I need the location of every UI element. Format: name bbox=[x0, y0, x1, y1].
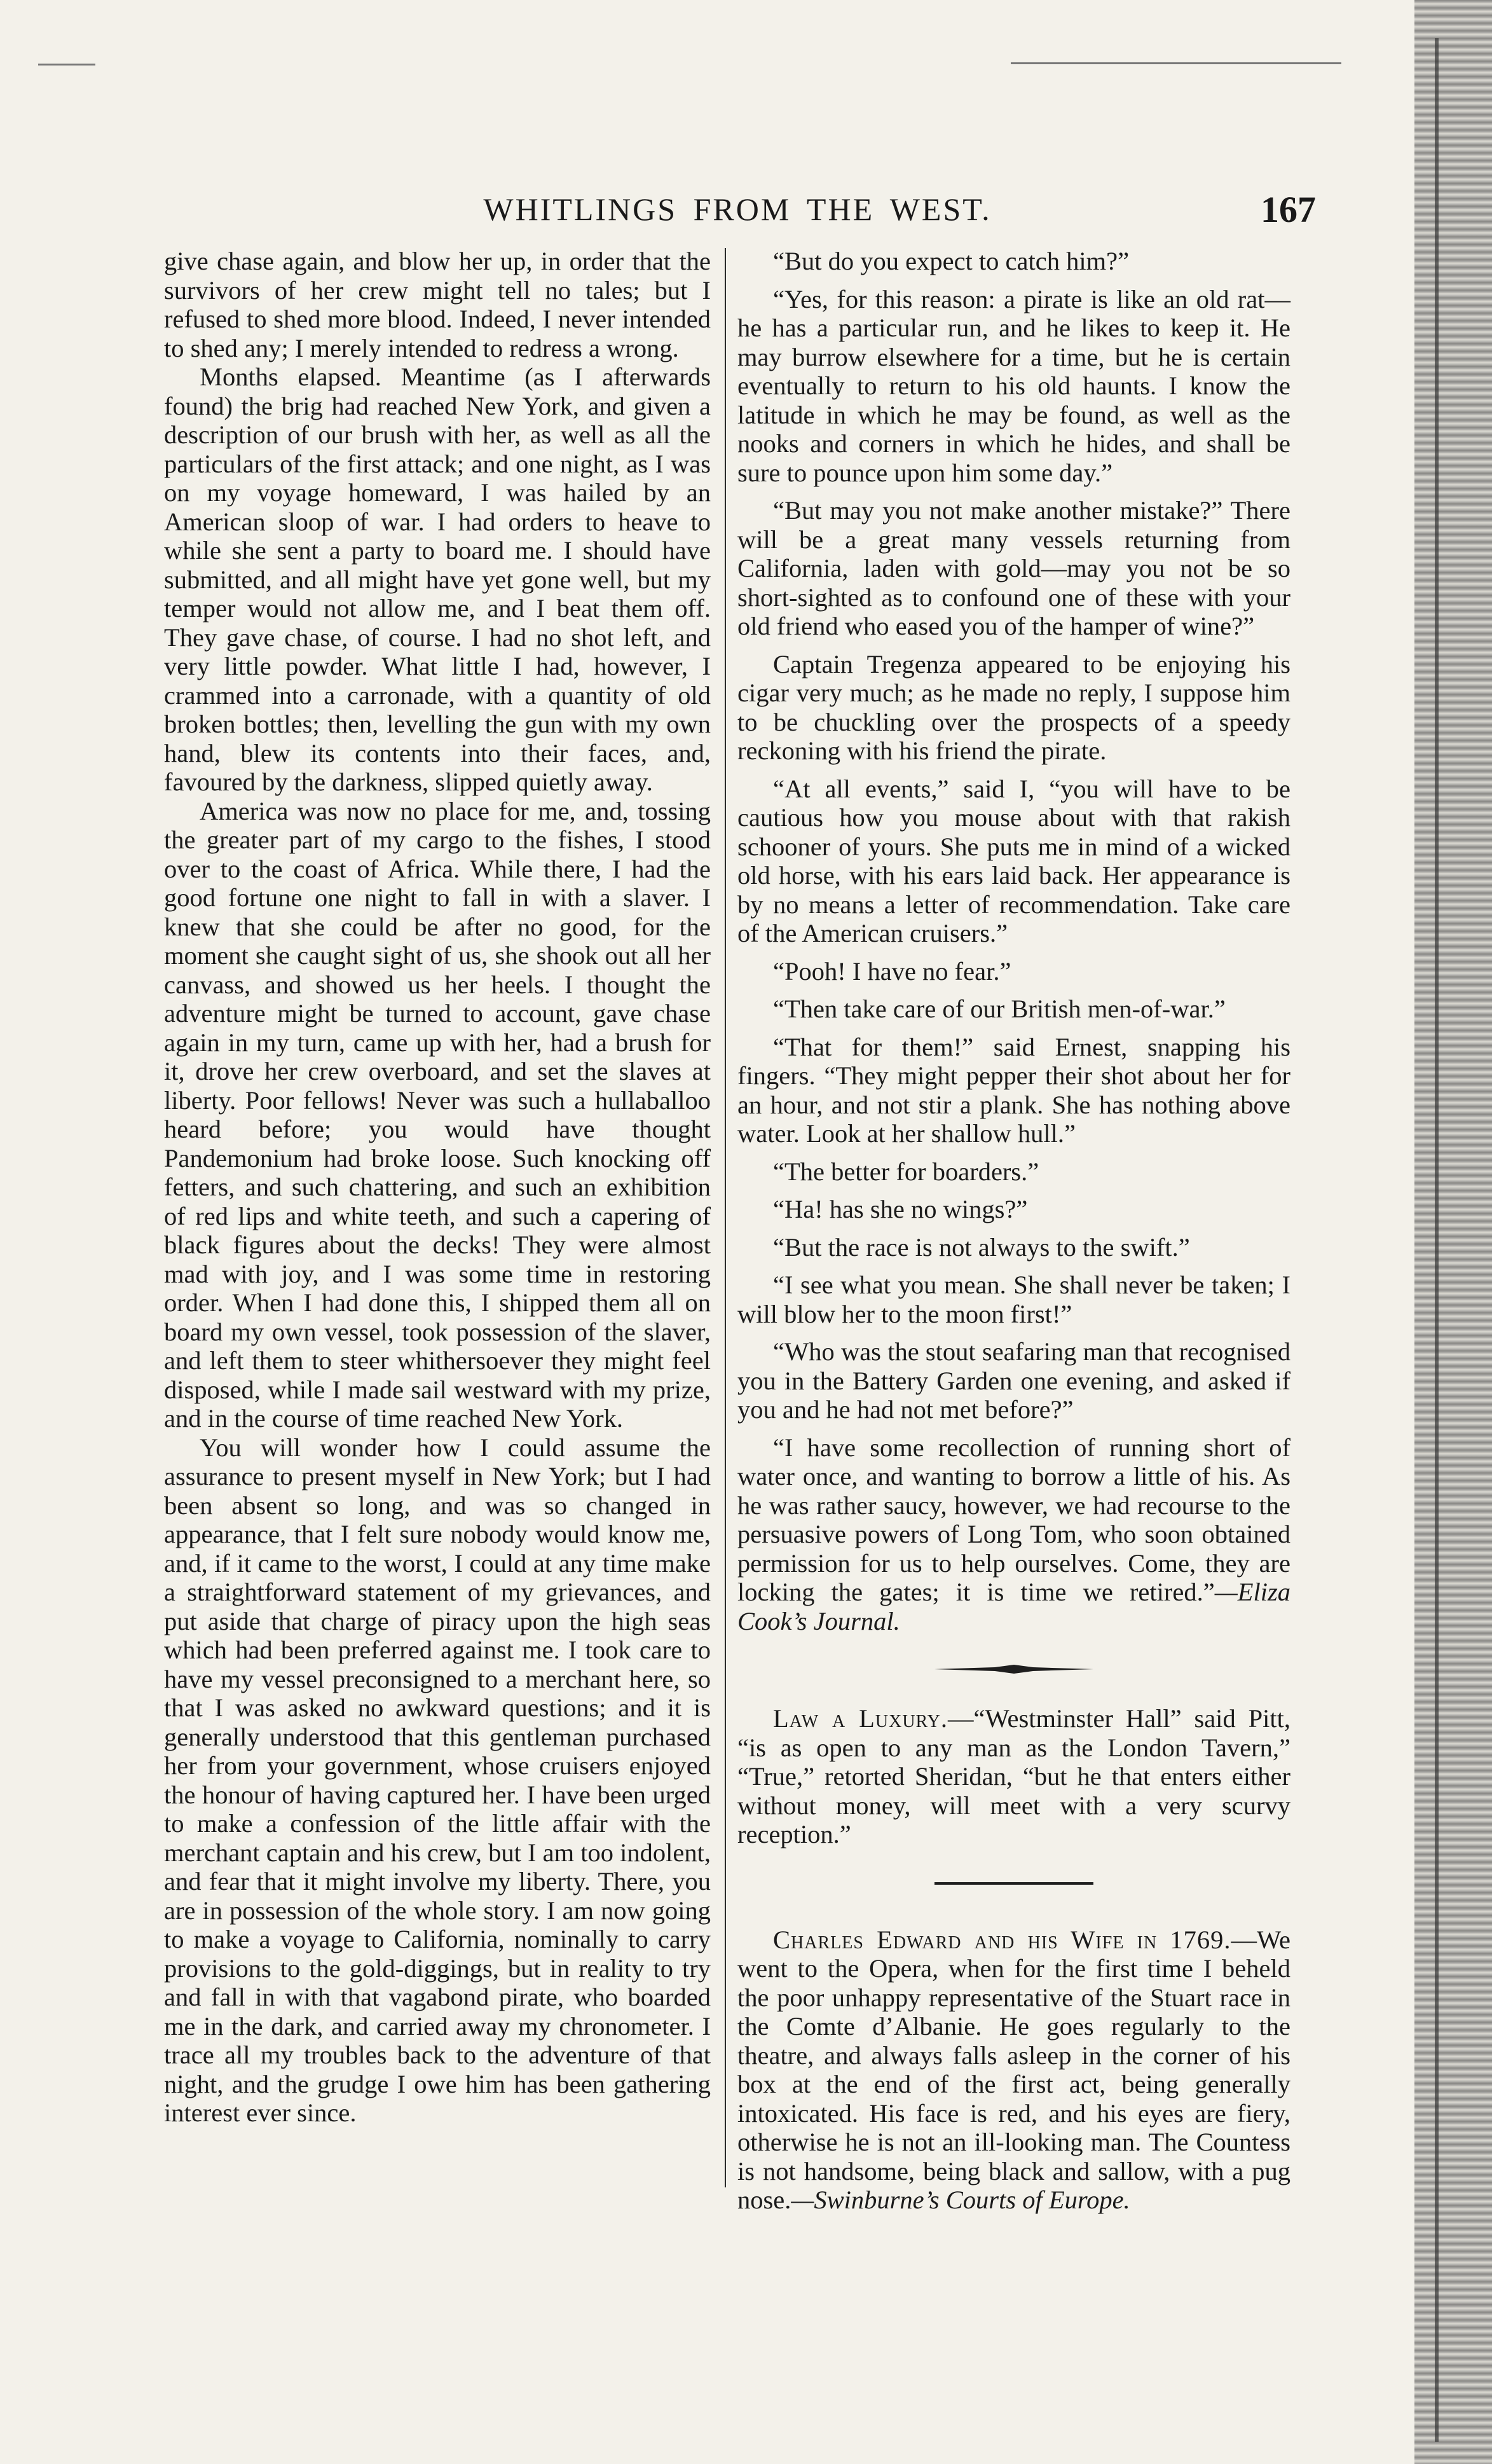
paragraph: Months elapsed. Meantime (as I afterwards found) the brig had reached New York, and given a description of our brush with her, as well as all the particulars of the first attack; and one night, as I was on my voyage homeward, I was hailed by an American sloop of war. I had orders to heave to while she sent a party to board me. I should have submitted, and all might have yet gone well, but my temper would not allow me, and I beat them off. They gave chase, of course. I had no shot left, and very little powder. What little I had, however, I crammed into a carronade, with a quantity of old broken bottles; then, levelling the gun with my own hand, blew its contents into their faces, and, favoured by the darkness, slipped quietly away. bbox=[164, 362, 711, 796]
paragraph: “But the race is not always to the swift.” bbox=[773, 1232, 1190, 1262]
section-rule bbox=[934, 1882, 1093, 1885]
paragraph: Captain Tregenza appeared to be enjoying his cigar very much; as he made no reply, I suppose him to be chuckling over the prospects of a speedy reckoning with his friend the pirate. bbox=[737, 649, 1290, 765]
item-body: —We went to the Opera, when for the first time I beheld the poor unhappy representative of the Stuart race in the Comte d’Albanie. He goes regularly to the theatre, and always falls asleep in the corner of his box at the end of the first act, being generally intoxicated. His face is red, and his eyes are fiery, otherwise he is not an ill-looking man. The Countess is not handsome, being black and sallow, with a pug nose. bbox=[737, 1925, 1290, 2214]
paragraph: “But do you expect to catch him?” bbox=[773, 247, 1130, 275]
page-edge-line bbox=[1435, 38, 1439, 2442]
paragraph: “But may you not make another mistake?” There will be a great many vessels returning from California, laden with gold—may you not be so short-sighted as to confound one of these with your old friend who eased you of the hamper of wine?” bbox=[737, 496, 1290, 640]
paragraph: America was now no place for me, and, tossing the greater part of my cargo to the fishes, I stood over to the coast of Africa. While there, I had the good fortune one night to fall in with a slaver. I knew that she could be after no good, for the moment she caught sight of us, she shook out all her canvass, and showed us her heels. I thought the adventure might be turned to account, gave chase again in my turn, came up with her, had a brush for it, drove her crew overboard, and set the slaves at liberty. Poor fellows! Never was such a hullaballoo heard before; you would have thought Pandemonium had broke loose. Such knocking off fetters, and such chattering, and such an exhibition of red lips and white teeth, and such a capering of black figures about the decks! They were almost mad with joy, and I was some time in restoring order. When I had done this, I shipped them all on board my own vessel, took possession of the slaver, and left them to steer whithersoever they might feel disposed, while I made sail westward with my prize, and in the course of time reached New York. bbox=[164, 796, 711, 1433]
source-credit: —Eliza Cook’s Journal. bbox=[737, 1578, 1290, 1635]
news-item-law bbox=[737, 1704, 1290, 1849]
paragraph: “Who was the stout seafaring man that recognised you in the Battery Garden one evening, and asked if you and he had not met before?” bbox=[737, 1337, 1290, 1424]
scan-speck bbox=[1011, 62, 1341, 64]
column-divider bbox=[725, 248, 726, 2187]
item-body: —“Westminster Hall” said Pitt, “is as open to any man as the London Tavern,” “True,” retorted Sheridan, “but he that enters either without money, will meet with a very scurvy reception.” bbox=[737, 1704, 1290, 1848]
paragraph: “The better for boarders.” bbox=[773, 1157, 1039, 1186]
ornament-rule-icon bbox=[934, 1660, 1093, 1679]
running-title: WHITLINGS FROM THE WEST. bbox=[483, 191, 992, 227]
paragraph: give chase again, and blow her up, in order that the survivors of her crew might tell no tales; but I refused to shed more blood. Indeed, I never intended to shed any; I merely intended to redress a wrong. bbox=[164, 247, 711, 362]
item-heading: Charles Edward and his Wife in 1769. bbox=[773, 1925, 1231, 1954]
right-column bbox=[737, 247, 1290, 2224]
paragraph: “At all events,” said I, “you will have to be cautious how you mouse about with that rakish schooner of yours. She puts me in mind of a wicked old horse, with his ears laid back. Her appearance is by no means a letter of recommendation. Take care of the American cruisers.” bbox=[737, 774, 1290, 947]
section-ornament bbox=[737, 1660, 1290, 1679]
paragraph: “Then take care of our British men-of-war.” bbox=[773, 995, 1226, 1023]
paragraph: “Ha! has she no wings?” bbox=[773, 1195, 1028, 1223]
paragraph: “I see what you mean. She shall never be taken; I will blow her to the moon first!” bbox=[737, 1270, 1290, 1328]
page-edge-shadow bbox=[1414, 0, 1492, 2464]
page-number: 167 bbox=[1261, 189, 1316, 230]
paragraph: “Pooh! I have no fear.” bbox=[773, 956, 1011, 986]
scan-speck bbox=[38, 64, 95, 65]
left-column bbox=[164, 247, 711, 2128]
paragraph-text: “I have some recollection of running short of water once, and wanting to borrow a little of his. As he was rather saucy, however, we had recourse to the persuasive powers of Long Tom, who soon obtained permission for us to help ourselves. Come, they are locking the gates; it is time we retired.” bbox=[737, 1433, 1290, 1606]
news-item-charles bbox=[737, 1925, 1290, 2215]
running-header bbox=[159, 191, 1316, 242]
source-credit: —Swinburne’s Courts of Europe. bbox=[791, 2185, 1130, 2214]
paragraph bbox=[737, 1433, 1290, 1636]
paragraph: You will wonder how I could assume the assurance to present myself in New York; but I had been absent so long, and was so changed in appearance, that I felt sure nobody would know me, and, if it came to the worst, I could at any time make a straightforward statement of my grievances, and put aside that charge of piracy upon the high seas which had been preferred against me. I took care to have my vessel preconsigned to a merchant here, so that I was asked no awkward questions; and it is generally understood that this gentleman purchased her from your government, whose cruisers enjoyed the honour of having captured her. I have been urged to make a confession of the little affair with the merchant captain and his crew, but I am too indolent, and fear that it might involve my liberty. There, you are in possession of the whole story. I am now going to make a voyage to California, nominally to carry provisions to the gold-diggings, but in reality to try and fall in with that vagabond pirate, who boarded me in the dark, and carried away my chronometer. I trace all my troubles back to the adventure of that night, and the grudge I owe him has been gathering interest ever since. bbox=[164, 1433, 711, 2127]
paragraph: “That for them!” said Ernest, snapping his fingers. “They might pepper their shot about her for an hour, and not stir a plank. She has nothing above water. Look at her shallow hull.” bbox=[737, 1032, 1290, 1148]
item-heading: Law a Luxury. bbox=[773, 1704, 948, 1733]
paragraph: “Yes, for this reason: a pirate is like an old rat—he has a particular run, and he likes to keep it. He may burrow elsewhere for a time, but he is certain eventually to return to his old haunts. I know the latitude in which he may be found, as well as the nooks and corners in which he hides, and shall be sure to pounce upon him some day.” bbox=[737, 284, 1290, 487]
